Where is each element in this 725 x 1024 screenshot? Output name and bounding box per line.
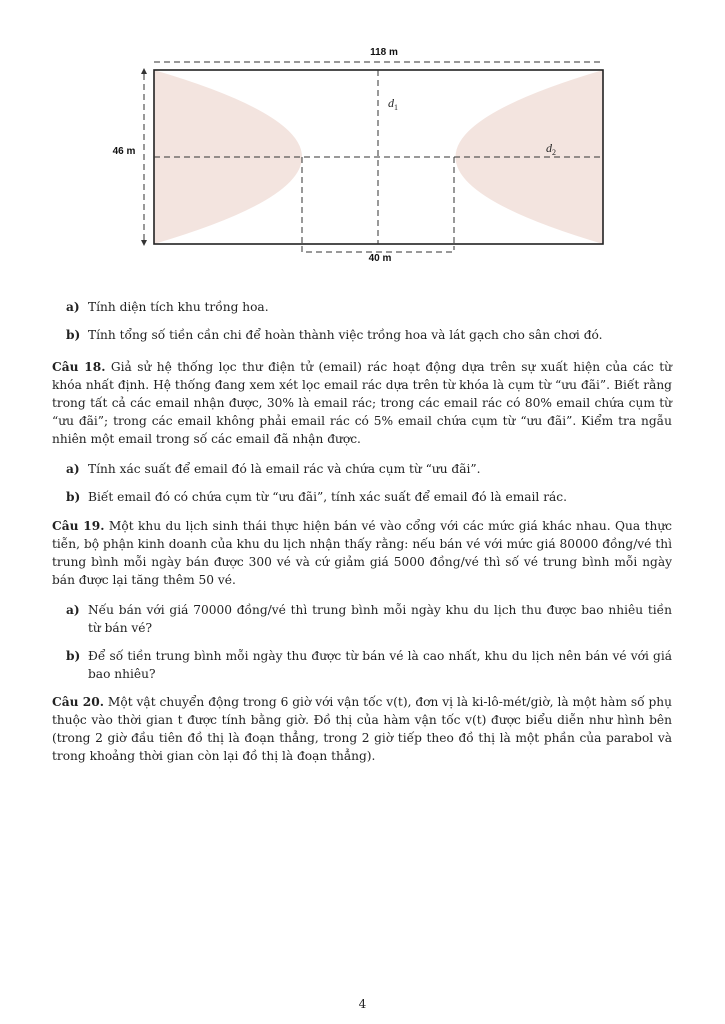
- q18-b: b) Biết email đó có chứa cụm từ “ưu đãi”, tính xác suất để email đó là email rác.: [66, 490, 567, 504]
- garden-diagram: [0, 0, 725, 270]
- q18-block: [52, 358, 672, 506]
- page-number: 4: [358, 997, 367, 1011]
- q18-a: a) Tính xác suất để email đó là email rác và chứa cụm từ “ưu đãi”.: [66, 462, 481, 476]
- q19-a: a) Nếu bán với giá 70000 đồng/vé thì trung bình mỗi ngày khu du lịch thu được bao nhiêu tiền từ bán vé?: [66, 603, 672, 635]
- q19-block: [52, 517, 672, 683]
- q20-block: [52, 693, 672, 765]
- q19-b: b) Để số tiền trung bình mỗi ngày thu được từ bán vé là cao nhất, khu du lịch nên bán vé với giá bao nhiêu?: [66, 649, 672, 681]
- height-label: 46 m: [112, 146, 136, 157]
- q17-b: b) Tính tổng số tiền cần chi để hoàn thành việc trồng hoa và lát gạch cho sân chơi đó.: [66, 328, 603, 342]
- d2-label: $d_2$: [546, 141, 556, 157]
- q17-a: a) Tính diện tích khu trồng hoa.: [66, 300, 269, 314]
- q20-text: Câu 20. Một vật chuyển động trong 6 giờ với vận tốc v(t), đơn vị là ki-lô-mét/giờ, là một hàm số phụ thuộc vào thời gian t được tính bằng giờ. Đồ thị của hàm vận tốc v(t) được biểu diễn như hình bên (trong 2 giờ đầu tiên đồ thị là đoạn thẳng, trong 2 giờ tiếp theo đồ thị là một phần của parabol và trong khoảng thời gian còn lại đồ thị là đoạn thẳng).: [52, 695, 673, 763]
- width-label: 118 m: [370, 47, 398, 58]
- q17-block: [52, 298, 672, 344]
- q19-text: Câu 19. Một khu du lịch sinh thái thực hiện bán vé vào cổng với các mức giá khác nhau. Qua thực tiễn, bộ phận kinh doanh của khu du lịch nhận thấy rằng: nếu bán vé với mức giá 80000 đồng/vé thì trung bình mỗi ngày bán được 300 vé và cứ giảm giá 5000 đồng/vé thì số vé trung bình mỗi ngày bán được lại tăng thêm 50 vé.: [52, 519, 672, 587]
- d1-label: $d_1$: [388, 96, 398, 112]
- q18-text: Câu 18. Giả sử hệ thống lọc thư điện tử (email) rác hoạt động dựa trên sự xuất hiện của các từ khóa nhất định. Hệ thống đang xem xét lọc email rác dựa trên từ khóa là cụm từ “ưu đãi”. Biết rằng trong tất cả các email nhận được, 30% là email rác; trong các email rác có 80% email chứa cụm từ “ưu đãi”; trong các email không phải email rác có 5% email chứa cụm từ “ưu đãi”. Kiểm tra ngẫu nhiên một email trong số các email đã nhận được.: [52, 360, 672, 446]
- bottom-label: 40 m: [368, 253, 392, 264]
